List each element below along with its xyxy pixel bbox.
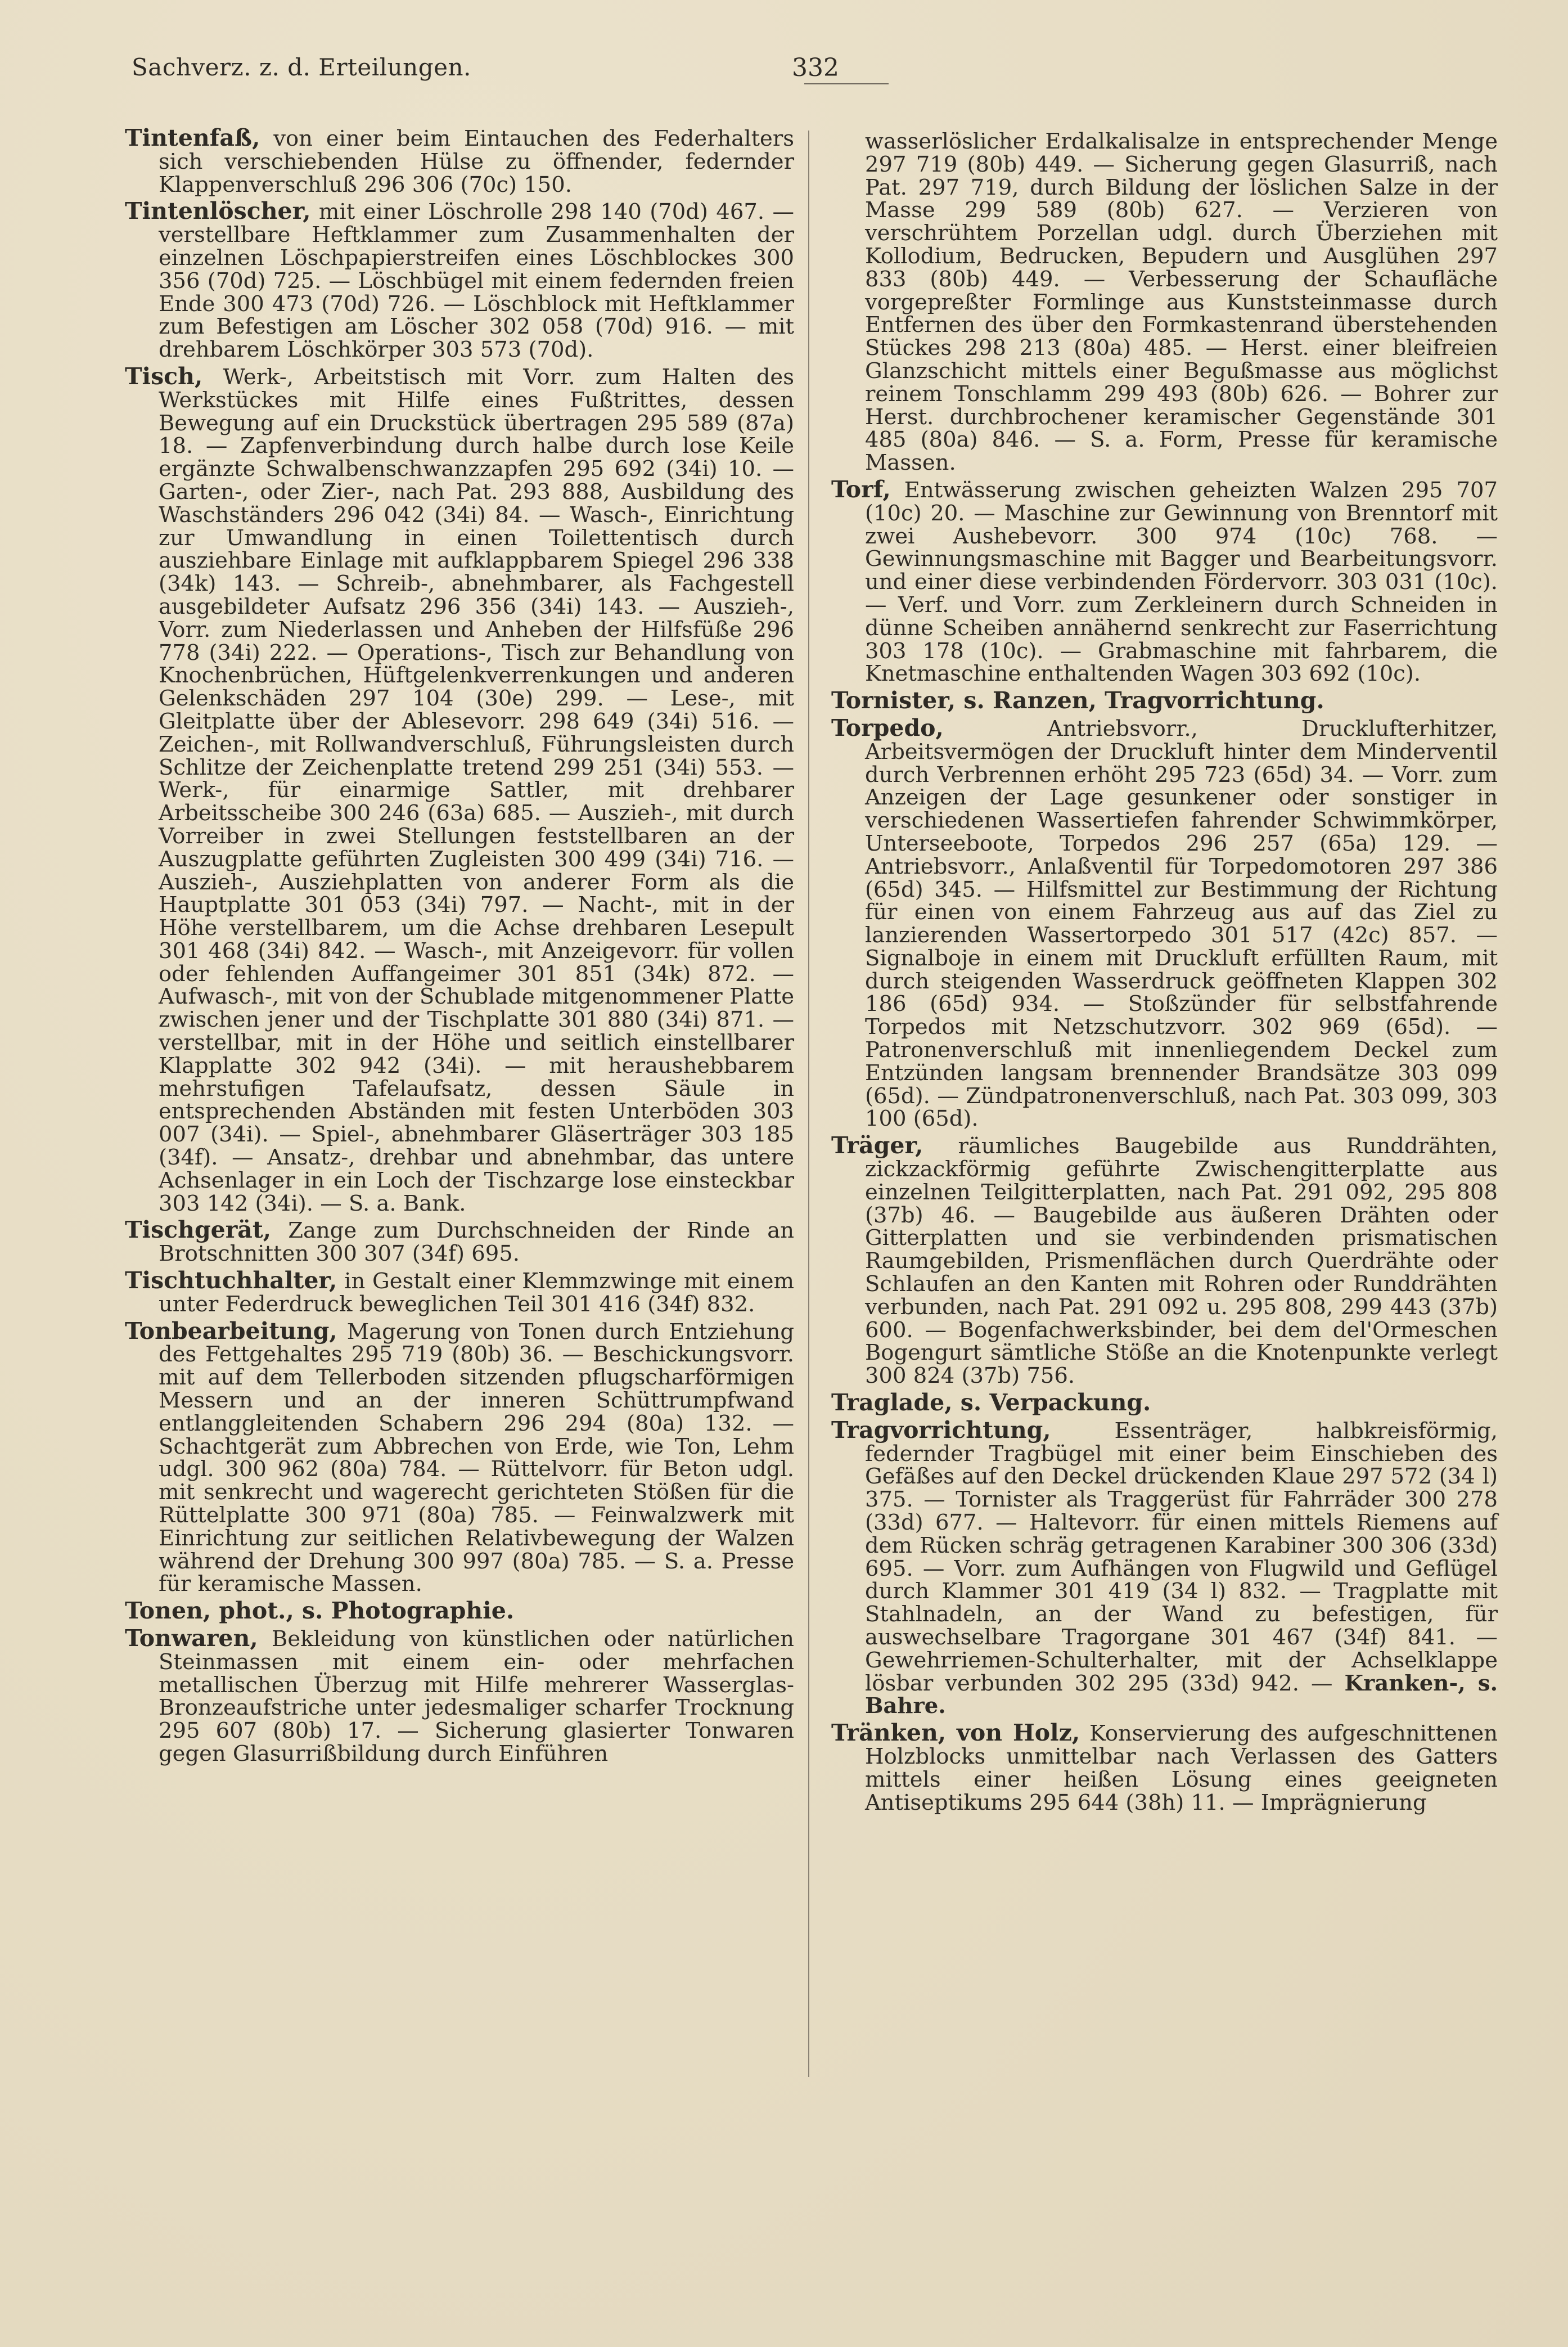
index-entry <box>831 1134 1498 1388</box>
entry-headword: Tintenlöscher, <box>125 197 311 225</box>
entry-headword: Träger, <box>831 1132 923 1159</box>
entry-text: Entwässerung zwischen geheizten Walzen 295 707 (10c) 20. — Maschine zur Gewinnung von Brenntorf mit zwei Aushebevorr. 300 974 (10c) 768. — Gewinnungsmaschine mit Bagger und Bearbeitungsvorr. und einer diese verbindenden Fördervorr. 303 031 (10c). — Verf. und Vorr. zum Zerkleinern durch Schneiden in dünne Scheiben annähernd senkrecht zur Faserrichtung 303 178 (10c). — Grabmaschine mit fahrbarem, die Knetmaschine enthaltenden Wagen 303 692 (10c). <box>865 477 1498 687</box>
entry-headword: Tisch, <box>125 362 203 390</box>
page-number: 332 <box>792 53 839 82</box>
index-entry <box>125 124 794 197</box>
entry-headword: Traglade, s. Verpackung. <box>831 1389 1151 1417</box>
index-entry <box>125 362 794 1216</box>
index-entry <box>125 1627 794 1766</box>
column-divider <box>808 131 809 2077</box>
entry-headword: Tonen, phot., s. Photographie. <box>125 1597 515 1625</box>
index-entry <box>831 1721 1498 1814</box>
page-header <box>132 53 839 93</box>
entry-headword: Tintenfaß, <box>125 124 260 151</box>
header-rule <box>804 83 889 84</box>
entry-continuation: wasserlöslicher Erdalkalisalze in entsprechender Menge 297 719 (80b) 449. — Sicherung gegen Glasurriß, nach Pat. 297 719, durch Bildung der löslichen Salze in der Masse 299 589 (80b) 627. — Verzieren von verschrühtem Porzellan udgl. durch Überziehen mit Kollodium, Bedrucken, Bepudern und Ausglühen 297 833 (80b) 449. — Verbesserung der Schaufläche vorgepreßter Formlinge aus Kunststeinmasse durch Entfernen des über den Formkastenrand überstehenden Stückes 298 213 (80a) 485. — Herst. einer bleifreien Glanzschicht mittels einer Begußmasse aus möglichst reinem Tonschlamm 299 493 (80b) 626. — Bohrer zur Herst. durchbrochener keramischer Gegenstände 301 485 (80a) 846. — S. a. Form, Presse für keramische Massen. <box>865 129 1498 476</box>
entry-text: Zange zum Durchschneiden der Rinde an Brotschnitten 300 307 (34f) 695. <box>159 1218 794 1267</box>
entry-headword: Tonbearbeitung, <box>125 1317 337 1345</box>
entry-text: räumliches Baugebilde aus Runddrähten, zickzackförmig geführte Zwischengitterplatte aus einzelnen Teilgitterplatten, nach Pat. 291 092, 295 808 (37b) 46. — Baugebilde aus äußeren Drähten oder Gitterplatten und sie verbindenden prismatischen Raumgebilden, Prismenflächen durch Querdrähte oder Schlaufen an den Kanten mit Rohren oder Runddrähten verbunden, nach Pat. 291 092 u. 295 808, 299 443 (37b) 600. — Bogenfachwerksbinder, bei dem del'Ormeschen Bogengurt sämtliche Stöße an die Knotenpunkte verlegt 300 824 (37b) 756. <box>865 1134 1498 1389</box>
entry-text: Bekleidung von künstlichen oder natürlichen Steinmassen mit einem ein- oder mehrfachen metallischen Überzug mit Hilfe mehrerer Wasserglas-Bronzeaufstriche unter jedesmaliger scharfer Trocknung 295 607 (80b) 17. — Sicherung glasierter Tonwaren gegen Glasurrißbildung durch Einführen <box>159 1626 794 1766</box>
index-entry <box>125 1216 794 1267</box>
entry-headword: Torpedo, <box>831 714 944 741</box>
index-entry <box>125 1269 794 1316</box>
index-entry <box>125 1599 794 1624</box>
left-column <box>125 124 794 1769</box>
index-entry <box>125 197 794 363</box>
running-head: Sachverz. z. d. Erteilungen. <box>132 53 471 81</box>
entry-text: Essenträger, halbkreisförmig, federnder Tragbügel mit einer beim Einschieben des Gefäßes auf den Deckel drückenden Klaue 297 572 (34 l) 375. — Tornister als Traggerüst für Fahrräder 300 278 (33d) 677. — Haltevorr. für einen mittels Riemens auf dem Rücken schräg getragenen Karabiner 300 306 (33d) 695. — Vorr. zum Aufhängen von Flugwild und Geflügel durch Klammer 301 419 (34 l) 832. — Tragplatte mit Stahlnadeln, an der Wand zu befestigen, für auswechselbare Tragorgane 301 467 (34f) 841. — Gewehrriemen-Schulterhalter, mit der Achselklappe lösbar verbunden 302 295 (33d) 942. — <box>865 1418 1498 1696</box>
entry-headword: Tränken, von Holz, <box>831 1719 1080 1747</box>
index-entry <box>831 1391 1498 1415</box>
entry-headword: Tornister, s. Ranzen, Tragvorrichtung. <box>831 687 1324 714</box>
index-entry <box>831 689 1498 713</box>
entry-headword: Torf, <box>831 475 891 503</box>
entry-headword: Tischgerät, <box>125 1216 272 1244</box>
index-entry <box>831 714 1498 1132</box>
entry-text: Antriebsvorr., Drucklufterhitzer, Arbeitsvermögen der Druckluft hinter dem Minderventil durch Verbrennen erhöht 295 723 (65d) 34. — Vorr. zum Anzeigen der Lage gesunkener oder sonstiger in verschiedenen Wassertiefen fahrender Schwimmkörper, Unterseeboote, Torpedos 296 257 (65a) 129. — Antriebsvorr., Anlaßventil für Torpedomotoren 297 386 (65d) 345. — Hilfsmittel zur Bestimmung der Richtung für einen von einem Fahrzeug aus auf das Ziel zu lanzierenden Wassertorpedo 301 517 (42c) 857. — Signalboje in einem mit Druckluft erfüllten Raum, mit durch steigenden Wasserdruck geöffneten Klappen 302 186 (65d) 934. — Stoßzünder für selbstfahrende Torpedos mit Netzschutzvorr. 302 969 (65d). — Patronenverschluß mit innenliegendem Deckel zum Entzünden langsam brennender Brandsätze 303 099 (65d). — Zündpatronenverschluß, nach Pat. 303 099, 303 100 (65d). <box>865 716 1498 1132</box>
entry-text: Werk-, Arbeitstisch mit Vorr. zum Halten des Werkstückes mit Hilfe eines Fußtrittes, dessen Bewegung auf ein Druckstück übertragen 295 589 (87a) 18. — Zapfenverbindung durch halbe durch lose Keile ergänzte Schwalbenschwanzzapfen 295 692 (34i) 10. — Garten-, oder Zier-, nach Pat. 293 888, Ausbildung des Waschständers 296 042 (34i) 84. — Wasch-, Einrichtung zur Umwandlung in einen Toilettentisch durch ausziehbare Einlage mit aufklappbarem Spiegel 296 338 (34k) 143. — Schreib-, abnehmbarer, als Fachgestell ausgebildeter Aufsatz 296 356 (34i) 143. — Auszieh-, Vorr. zum Niederlassen und Anheben der Hilfsfüße 296 778 (34i) 222. — Operations-, Tisch zur Behandlung von Knochenbrüchen, Hüftgelenkverrenkungen und anderen Gelenkschäden 297 104 (30e) 299. — Lese-, mit Gleitplatte über der Ablesevorr. 298 649 (34i) 516. — Zeichen-, mit Rollwandverschluß, Führungsleisten durch Schlitze der Zeichenplatte tretend 299 251 (34i) 553. — Werk-, für einarmige Sattler, mit drehbarer Arbeitsscheibe 300 246 (63a) 685. — Auszieh-, mit durch Vorreiber in zwei Stellungen feststellbaren an der Auszugplatte geführten Zugleisten 300 499 (34i) 716. — Auszieh-, Ausziehplatten von anderer Form als die Hauptplatte 301 053 (34i) 797. — Nacht-, mit in der Höhe verstellbarem, um die Achse drehbaren Lesepult 301 468 (34i) 842. — Wasch-, mit Anzeigevorr. für vollen oder fehlenden Auffangeimer 301 851 (34k) 872. — Aufwasch-, mit von der Schublade mitgenommener Platte zwischen jener und der Tischplatte 301 880 (34i) 871. — verstellbar, mit in der Höhe und seitlich einstellbarer Klapplatte 302 942 (34i). — mit heraushebbarem mehrstufigen Tafelaufsatz, dessen Säule in entsprechenden Abständen mit festen Unterböden 303 007 (34i). — Spiel-, abnehmbarer Gläserträger 303 185 (34f). — Ansatz-, drehbar und abnehmbar, das untere Achsenlager in ein Loch der Tischzarge lose einsteckbar 303 142 (34i). — S. a. Bank. <box>159 364 794 1216</box>
entry-text: mit einer Löschrolle 298 140 (70d) 467. — verstellbare Heftklammer zum Zusammenhalten der einzelnen Löschpapierstreifen eines Löschblockes 300 356 (70d) 725. — Löschbügel mit einem federnden freien Ende 300 473 (70d) 726. — Löschblock mit Heftklammer zum Befestigen am Löscher 302 058 (70d) 916. — mit drehbarem Löschkörper 303 573 (70d). <box>159 199 794 363</box>
entry-headword: Tonwaren, <box>125 1625 258 1652</box>
entry-headword: Tischtuchhalter, <box>125 1267 337 1294</box>
index-entry <box>831 475 1498 687</box>
entry-text: von einer beim Eintauchen des Federhalters sich verschiebenden Hülse zu öffnender, federnder Klappenverschluß 296 306 (70c) 150. <box>159 126 794 197</box>
entry-headword: Tragvorrichtung, <box>831 1416 1051 1444</box>
right-column <box>831 131 1498 1818</box>
cross-reference: Kranken-, s. Bahre. <box>865 1670 1498 1719</box>
index-entry <box>831 1416 1498 1719</box>
entry-text: in Gestalt einer Klemmzwinge mit einem unter Federdruck beweglichen Teil 301 416 (34f) 832. <box>159 1269 794 1317</box>
entry-text: Konservierung des aufgeschnittenen Holzblocks unmittelbar nach Verlassen des Gatters mittels einer heißen Lösung eines geeigneten Antiseptikums 295 644 (38h) 11. — Imprägnierung <box>865 1721 1498 1815</box>
index-entry <box>125 1317 794 1597</box>
entry-text: Magerung von Tonen durch Entziehung des Fettgehaltes 295 719 (80b) 36. — Beschickungsvorr. mit auf dem Tellerboden sitzenden pflugscharförmigen Messern und an der inneren Schüttrumpfwand entlanggleitenden Schabern 296 294 (80a) 132. — Schachtgerät zum Abbrechen von Erde, wie Ton, Lehm udgl. 300 962 (80a) 784. — Rüttelvorr. für Beton udgl. mit senkrecht und wagerecht gerichteten Stößen für die Rüttelplatte 300 971 (80a) 785. — Feinwalzwerk mit Einrichtung zur seitlichen Relativbewegung der Walzen während der Drehung 300 997 (80a) 785. — S. a. Presse für keramische Massen. <box>159 1319 794 1597</box>
